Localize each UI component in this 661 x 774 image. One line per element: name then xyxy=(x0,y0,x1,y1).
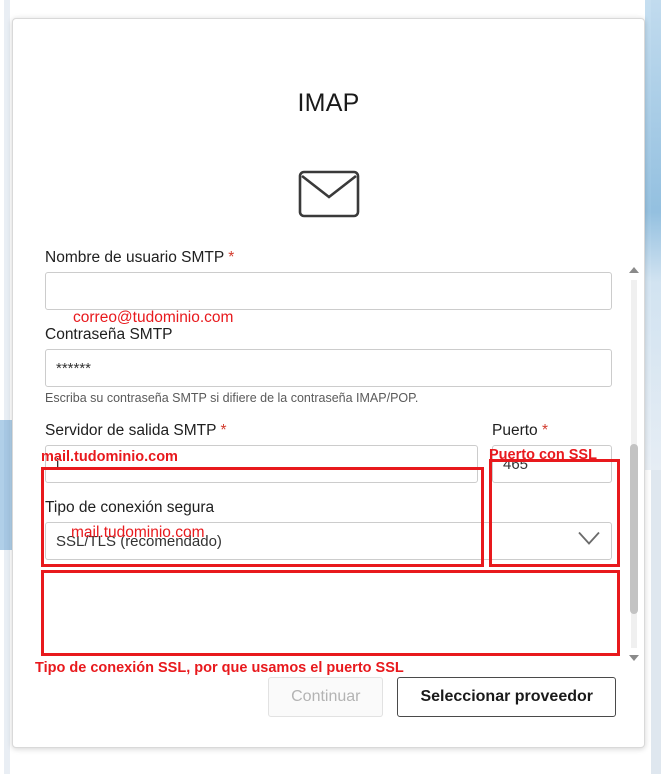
page-title: IMAP xyxy=(297,89,360,117)
continue-button[interactable]: Continuar xyxy=(268,677,383,717)
smtp-port-input[interactable] xyxy=(492,445,612,483)
annotation-port-ssl-label: Puerto con SSL xyxy=(489,447,597,463)
background-accent-right xyxy=(645,0,661,470)
annotation-box-security xyxy=(41,570,620,656)
annotation-username-value: correo@tudominio.com xyxy=(73,309,234,326)
smtp-username-input[interactable] xyxy=(45,272,612,310)
required-asterisk: * xyxy=(228,249,235,266)
smtp-server-input[interactable] xyxy=(45,445,478,483)
field-smtp-server xyxy=(45,422,478,483)
smtp-password-label xyxy=(45,326,612,344)
form-scrollbar[interactable] xyxy=(628,264,639,664)
annotation-ssl-note: Tipo de conexión SSL, por que usamos el puerto SSL xyxy=(35,660,404,676)
field-connection-security xyxy=(45,499,612,560)
smtp-server-label-text: Servidor de salida SMTP xyxy=(45,422,217,439)
smtp-settings-form xyxy=(45,249,612,560)
scrollbar-thumb[interactable] xyxy=(630,444,638,614)
annotation-server-value: mail.tudominio.com xyxy=(71,524,205,541)
smtp-port-label xyxy=(492,422,612,440)
select-provider-button[interactable]: Seleccionar proveedor xyxy=(397,677,616,717)
smtp-username-label-text: Nombre de usuario SMTP xyxy=(45,249,224,266)
required-asterisk: * xyxy=(220,422,227,439)
smtp-password-input[interactable] xyxy=(45,349,612,387)
field-smtp-port xyxy=(492,422,612,483)
required-asterisk: * xyxy=(541,422,549,439)
field-smtp-password xyxy=(45,326,612,406)
server-port-row xyxy=(45,422,612,483)
envelope-icon xyxy=(298,170,360,223)
smtp-port-label-text: Puerto xyxy=(492,422,538,439)
smtp-username-label xyxy=(45,249,612,267)
dialog-footer xyxy=(268,677,616,717)
imap-account-setup-dialog xyxy=(12,18,645,748)
smtp-server-label xyxy=(45,422,478,440)
scroll-up-arrow-icon[interactable] xyxy=(629,267,639,273)
field-smtp-username xyxy=(45,249,612,310)
connection-security-label: Tipo de conexión segura xyxy=(45,499,215,516)
annotation-server-top: mail.tudominio.com xyxy=(41,449,178,465)
smtp-password-label-text: Contraseña SMTP xyxy=(45,326,173,343)
smtp-password-hint: Escriba su contraseña SMTP si difiere de la contraseña IMAP/POP. xyxy=(45,391,419,405)
scroll-down-arrow-icon[interactable] xyxy=(629,655,639,661)
connection-security-select-wrap xyxy=(45,522,612,560)
connection-security-select[interactable] xyxy=(45,522,612,560)
background-accent-left xyxy=(0,420,12,550)
envelope-icon-wrap xyxy=(13,170,644,223)
